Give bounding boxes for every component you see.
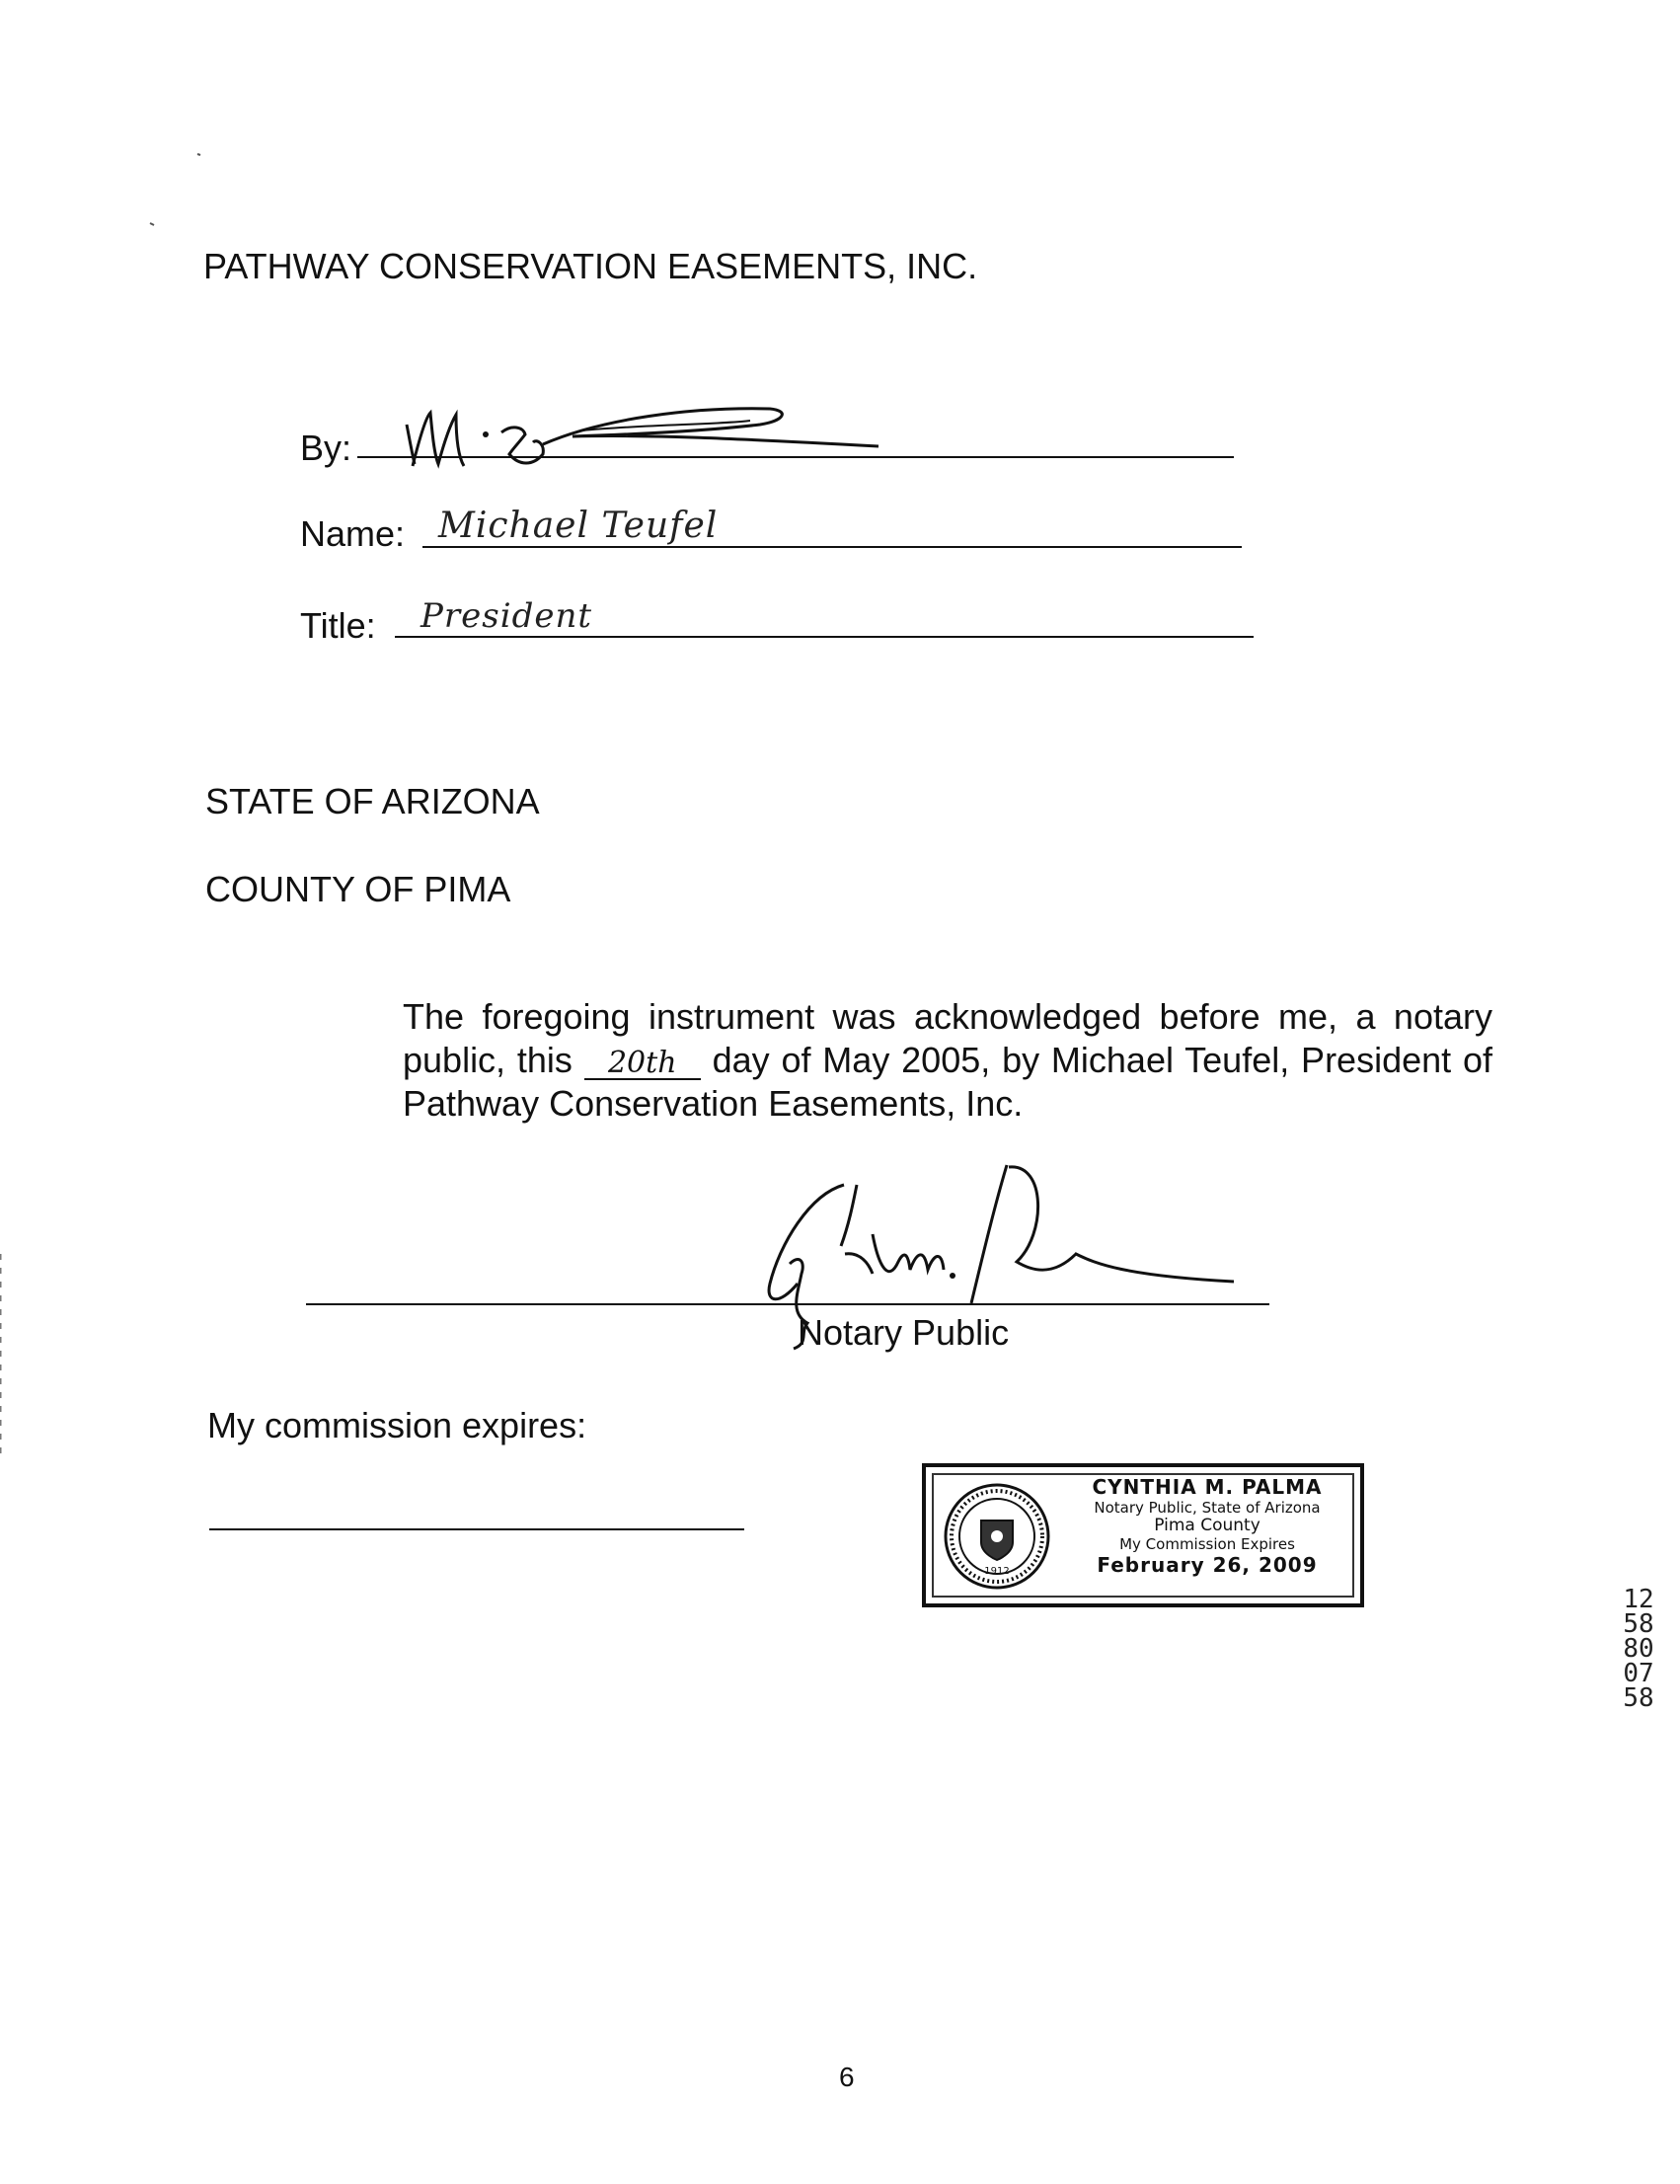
by-label: By: bbox=[300, 428, 352, 468]
commission-label: My commission expires: bbox=[207, 1405, 587, 1445]
page-number: 6 bbox=[839, 2062, 855, 2092]
notary-public-label: Notary Public bbox=[798, 1312, 1010, 1353]
acknowledgment-day: 20th bbox=[584, 1049, 701, 1080]
notary-stamp bbox=[922, 1463, 1364, 1607]
state-seal-icon bbox=[942, 1481, 1052, 1592]
title-signature-line bbox=[395, 636, 1254, 638]
name-label: Name: bbox=[300, 513, 406, 554]
recording-number: 1258800758 bbox=[1623, 1585, 1654, 1713]
stamp-commission-line: My Commission Expires bbox=[1119, 1535, 1295, 1553]
stamp-name: CYNTHIA M. PALMA bbox=[1092, 1475, 1323, 1499]
by-signature bbox=[395, 395, 908, 484]
name-signature-line bbox=[422, 546, 1242, 548]
commission-blank-line bbox=[209, 1528, 744, 1530]
title-handwritten: President bbox=[420, 596, 593, 636]
acknowledgment-paragraph bbox=[205, 995, 1492, 1126]
title-label: Title: bbox=[300, 605, 376, 646]
name-handwritten: Michael Teufel bbox=[438, 506, 719, 546]
stamp-state-line: Notary Public, State of Arizona bbox=[1094, 1499, 1321, 1517]
stamp-expires: February 26, 2009 bbox=[1097, 1553, 1318, 1577]
company-heading: PATHWAY CONSERVATION EASEMENTS, INC. bbox=[203, 246, 978, 286]
acknowledgment-text-2: day of May 2005, by Michael Teufel, President of Pathway Conservation Easements, Inc. bbox=[403, 1040, 1492, 1124]
stamp-county: Pima County bbox=[1154, 1516, 1260, 1535]
acknowledgment-text-1: The foregoing instrument was acknowledged before me, a notary public, this bbox=[403, 996, 1492, 1080]
county-heading: COUNTY OF PIMA bbox=[205, 869, 511, 909]
state-heading: STATE OF ARIZONA bbox=[205, 781, 540, 821]
seal-year: 1912 bbox=[984, 1566, 1010, 1577]
